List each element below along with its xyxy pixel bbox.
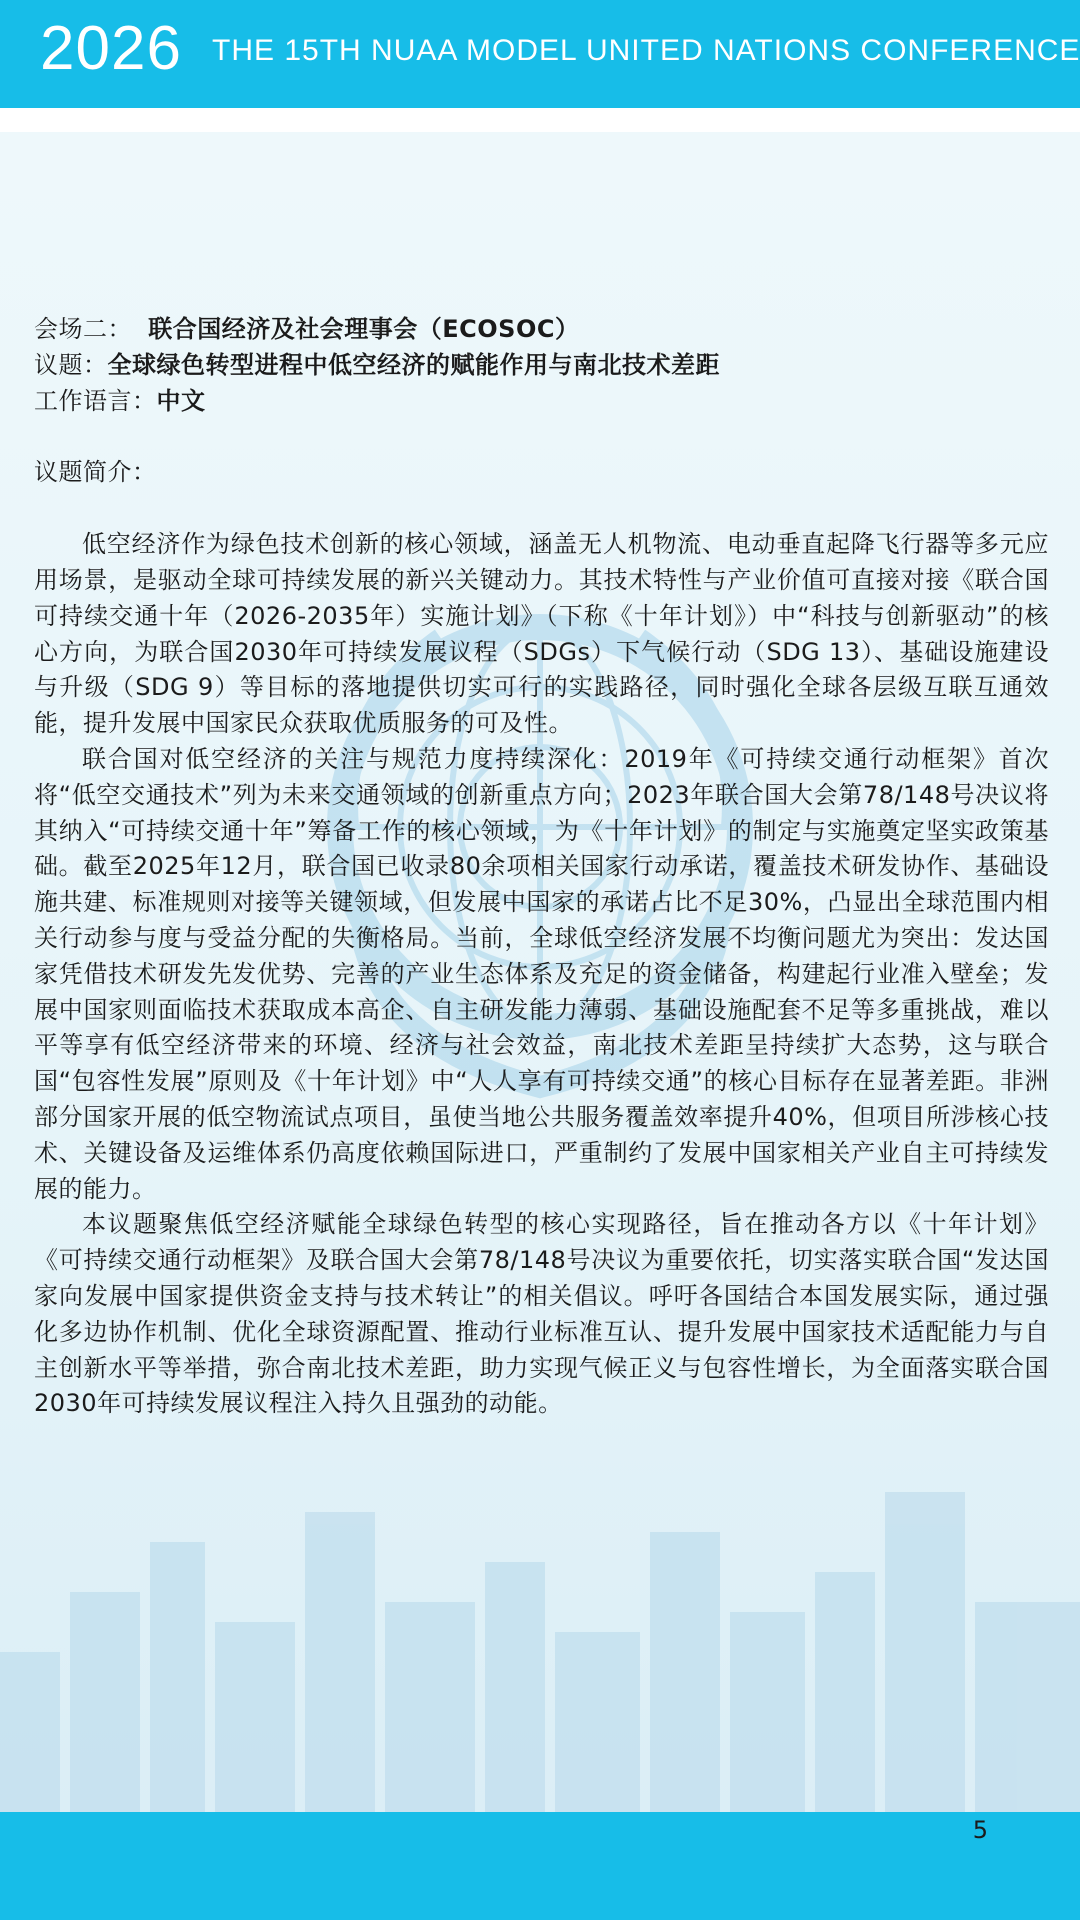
venue-line	[34, 312, 1049, 348]
paragraph-2: 联合国对低空经济的关注与规范力度持续深化：2019年《可持续交通行动框架》首次将“低空交通技术”列为未来交通领域的创新重点方向；2023年联合国大会第78/148号决议将其纳入“可持续交通十年”筹备工作的核心领域，为《十年计划》的制定与实施奠定坚实政策基础。截至2025年12月，联合国已收录80余项相关国家行动承诺，覆盖技术研发协作、基础设施共建、标准规则对接等关键领域，但发展中国家的承诺占比不足30%，凸显出全球范围内相关行动参与度与受益分配的失衡格局。当前，全球低空经济发展不均衡问题尤为突出：发达国家凭借技术研发先发优势、完善的产业生态体系及充足的资金储备，构建起行业准入壁垒；发展中国家则面临技术获取成本高企、自主研发能力薄弱、基础设施配套不足等多重挑战，难以平等享有低空经济带来的环境、经济与社会效益，南北技术差距呈持续扩大态势，这与联合国“包容性发展”原则及《十年计划》中“人人享有可持续交通”的核心目标存在显著差距。非洲部分国家开展的低空物流试点项目，虽使当地公共服务覆盖效率提升40%，但项目所涉核心技术、关键设备及运维体系仍高度依赖国际进口，严重制约了发展中国家相关产业自主可持续发展的能力。	[34, 744, 1049, 1203]
header-year: 2026	[40, 14, 182, 83]
city-skyline-decoration	[0, 1452, 1080, 1812]
topic-value: 全球绿色转型进程中低空经济的赋能作用与南北技术差距	[107, 350, 720, 379]
footer-band	[0, 1812, 1080, 1920]
topic-line	[34, 348, 1049, 384]
venue-value: 联合国经济及社会理事会（ECOSOC）	[148, 315, 580, 343]
document-body	[34, 312, 1049, 1422]
header-conference-title: THE 15TH NUAA MODEL UNITED NATIONS CONFERENCE	[212, 34, 1080, 67]
topic-label: 议题：	[34, 350, 108, 379]
language-value: 中文	[156, 386, 206, 415]
venue-label: 会场二：	[34, 315, 132, 343]
language-label: 工作语言：	[34, 386, 157, 415]
language-line	[34, 384, 1049, 420]
page-number: 5	[972, 1816, 988, 1844]
header-band	[0, 0, 1080, 108]
header-gap	[0, 108, 1080, 132]
paragraph-1: 低空经济作为绿色技术创新的核心领域，涵盖无人机物流、电动垂直起降飞行器等多元应用场景，是驱动全球可持续发展的新兴关键动力。其技术特性与产业价值可直接对接《联合国可持续交通十年（2026-2035年）实施计划》（下称《十年计划》）中“科技与创新驱动”的核心方向，为联合国2030年可持续发展议程（SDGs）下气候行动（SDG 13）、基础设施建设与升级（SDG 9）等目标的落地提供切实可行的实践路径，同时强化全球各层级互联互通效能，提升发展中国家民众获取优质服务的可及性。	[34, 530, 1049, 738]
paragraph-3: 本议题聚焦低空经济赋能全球绿色转型的核心实现路径，旨在推动各方以《十年计划》《可持续交通行动框架》及联合国大会第78/148号决议为重要依托，切实落实联合国“发达国家向发展中国家提供资金支持与技术转让”的相关倡议。呼吁各国结合本国发展实际，通过强化多边协作机制、优化全球资源配置、推动行业标准互认、提升发展中国家技术适配能力与自主创新水平等举措，弥合南北技术差距，助力实现气候正义与包容性增长，为全面落实联合国2030年可持续发展议程注入持久且强劲的动能。	[34, 1210, 1049, 1418]
intro-heading: 议题简介：	[34, 458, 157, 487]
